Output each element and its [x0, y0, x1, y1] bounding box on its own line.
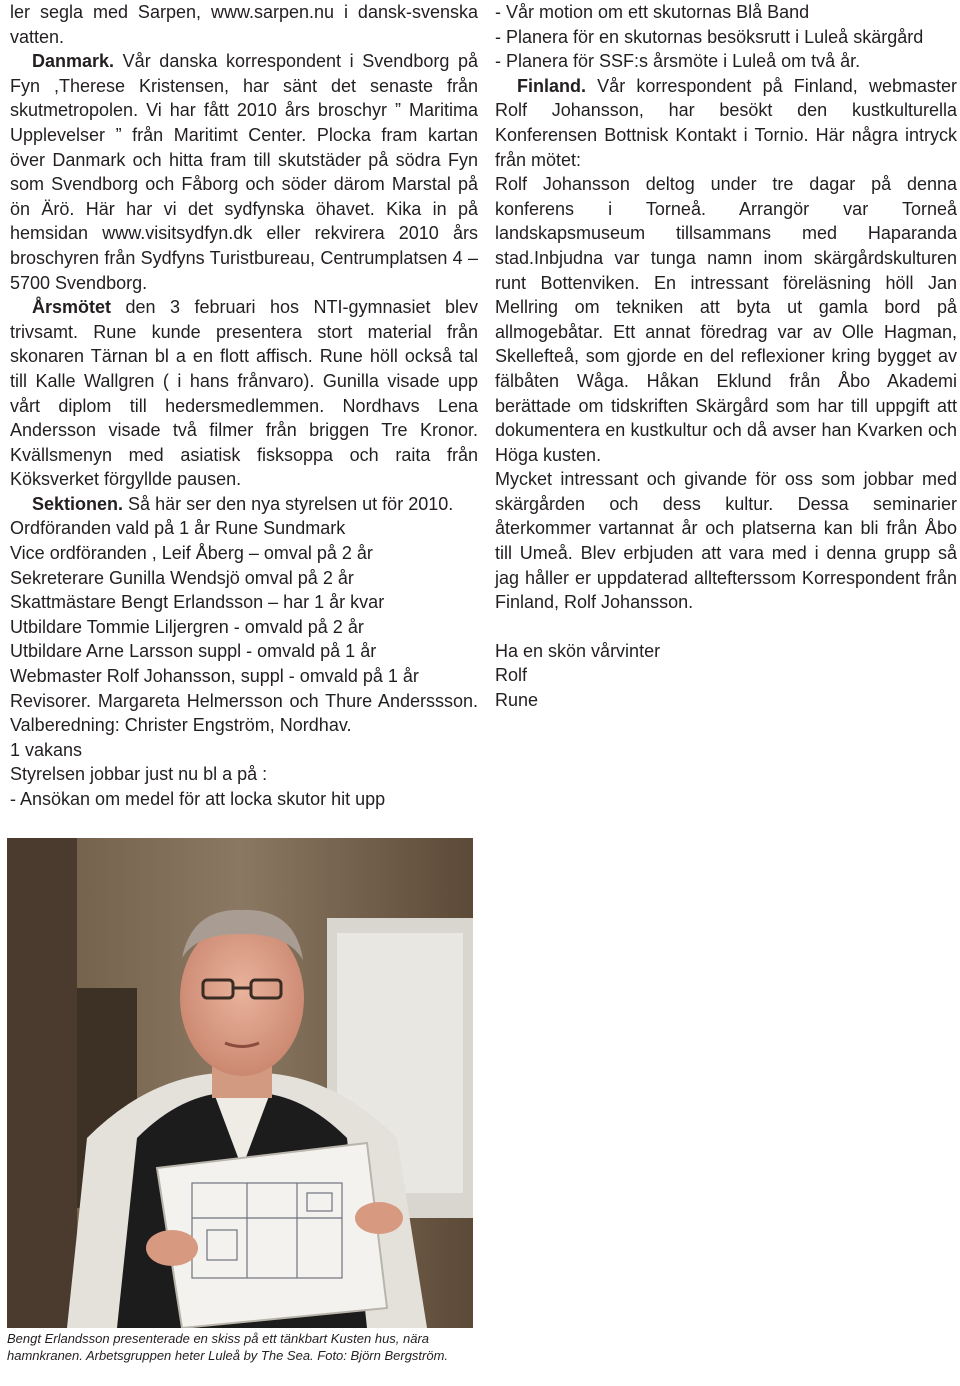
signoff-line: Ha en skön vårvinter — [495, 640, 661, 661]
section-text: Så här ser den nya styrelsen ut för 2010. — [128, 493, 454, 514]
vacancy-line: 1 vakans — [10, 739, 83, 760]
board-line: Skattmästare Bengt Erlandsson – har 1 år kvar — [10, 592, 385, 613]
annual-meeting-lead: Årsmötet — [32, 297, 112, 318]
finland-text: Vår korrespondent på Finland, webmaster Rolf Johansson, har besökt den kustkulturella Konferensen Bottnisk Kontakt i Tornio. Här några intryck från mötet: — [495, 75, 957, 170]
signoff-line: Rolf — [495, 665, 528, 686]
annual-meeting-paragraph — [10, 295, 478, 492]
board-line: Sekreterare Gunilla Wendsjö omval på 2 år — [10, 567, 354, 588]
presenter-photo-illustration — [7, 838, 473, 1328]
signoff-line: Rune — [495, 690, 539, 711]
presenter-photo — [7, 838, 473, 1328]
denmark-lead: Danmark. — [32, 51, 115, 72]
task-item: - Vår motion om ett skutornas Blå Band — [495, 2, 810, 22]
finland-lead: Finland. — [517, 75, 586, 96]
task-item: - Planera för en skutornas besöksrutt i Luleå skärgård — [495, 26, 924, 47]
conference-report-paragraph: Rolf Johansson deltog under tre dagar på denna konferens i Torneå. Arrangör var Torneå landskapsmuseum tillsammans med Haparanda stad.Inbjudna var tunga namn inom skärgårdskulturen runt Bottenviken. En intressant föreläsning höll Jan Mellring om tekniken att byta ut gamla bord på allmogebåtar. Ett annat föredrag var av Olle Hagman, Skellefteå, som gjorde en del reflexioner kring bygget av fälbåten Wåga. Håkan Eklund från Åbo Akademi berättade om tidskriften Skärgård som har till uppgift att dokumentera en kustkultur och då avser han Kvarken och Höga kusten. — [495, 174, 957, 465]
finland-paragraph — [495, 74, 957, 172]
denmark-paragraph — [10, 49, 478, 295]
board-line: Webmaster Rolf Johansson, suppl - omvald på 1 år — [10, 666, 419, 687]
board-line: Utbildare Tommie Liljergren - omvald på 2 år — [10, 616, 364, 637]
board-line: Vice ordföranden , Leif Åberg – omval på 2 år — [10, 543, 373, 564]
annual-meeting-text: den 3 februari hos NTI-gymnasiet blev trivsamt. Rune kunde presentera stort material från skonaren Tärnan bl a en flott affisch. Rune höll också tal till Kalle Wallgren ( i hans frånvaro). Gunilla visade upp vårt diplom till hedersmedlemmen. Nordhavs Lena Andersson visade två filmer från briggen Tre Kronor. Kvällsmenyn med asiatisk fisksoppa och raita från Köksverket förgyllde pausen. — [10, 297, 478, 490]
task-item: - Planera för SSF:s årsmöte i Luleå om två år. — [495, 51, 861, 72]
section-paragraph — [10, 492, 478, 517]
spacer — [495, 615, 957, 639]
section-lead: Sektionen. — [32, 493, 124, 514]
board-work-intro: Styrelsen jobbar just nu bl a på : — [10, 764, 268, 785]
right-column — [495, 0, 957, 713]
photo-caption: Bengt Erlandsson presenterade en skiss på ett tänkbart Kusten hus, nära hamnkranen. Arbetsgruppen heter Luleå by The Sea. Foto: Björn Bergström. — [7, 1331, 449, 1363]
board-line: Ordföranden vald på 1 år Rune Sundmark — [10, 518, 346, 539]
board-work-item: - Ansökan om medel för att locka skutor hit upp — [10, 789, 386, 809]
closing-paragraph: Mycket intressant och givande för oss som jobbar med skärgården och dess kultur. Dessa seminarier återkommer vartannat år och platserna kan bli från Åbo till Umeå. Blev erbjuden att vara med i denna grupp så jag håller er uppdaterad alltefterssom Korrespondent från Finland, Rolf Johansson. — [495, 469, 957, 613]
left-column — [10, 0, 478, 812]
denmark-text: Vår danska korrespondent i Svendborg på Fyn ,Therese Kristensen, har sänt det senaste från skutmetropolen. Vi har fått 2010 års broschyr ” Maritima Upplevelser ” från Maritimt Center. Plocka fram kartan över Danmark och hitta fram till skutstäder på södra Fyn som Svendborg och Fåborg och söder därom Marstal på ön Ärö. Här har vi det sydfynska öhavet. Kika in på hemsidan www.visitsydfyn.dk eller rekvirera 2010 års broschyren från Sydfyns Turistbureau, Centrumplatsen 4 – 5700 Svendborg. — [10, 51, 478, 293]
intro-paragraph: ler segla med Sarpen, www.sarpen.nu i dansk-svenska vatten. — [10, 2, 478, 47]
board-line: Utbildare Arne Larsson suppl - omvald på 1 år — [10, 641, 377, 662]
auditors-paragraph: Revisorer. Margareta Helmersson och Thure Anderssson. Valberedning: Christer Engström, Nordhav. — [10, 690, 478, 736]
